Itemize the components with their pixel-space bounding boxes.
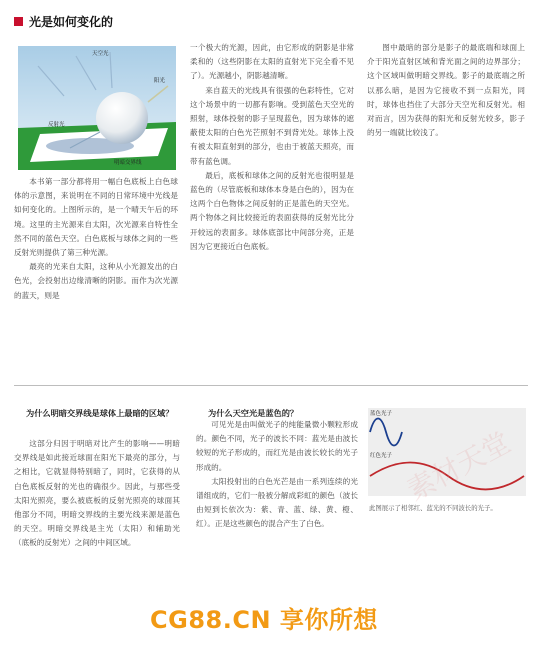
paragraph: 本书第一部分都将用一幅白色底板上白色球体的示意图，来说明在不同的日常环境中光线是如何变化的。上图所示的，是一个晴天午后的环境。这里的主光源来自太阳，次光源来自特性全然不同的蓝色天空。白色底板与球体之间的一些反射光则提供了第三种光源。 — [14, 177, 178, 258]
title-marker — [14, 17, 23, 26]
section-title — [14, 13, 113, 30]
paragraph: 一个极大的光源，因此，由它形成的阴影是非常柔和的（这些阴影在太阳的直射光下完全看不见了）。光源越小，阴影越清晰。 — [190, 43, 354, 81]
blue-photon-label: 蓝色光子 — [370, 411, 393, 417]
label-terminator: 明暗交界线 — [114, 160, 142, 166]
paragraph: 可见光是由叫做光子的纯能量微小颗粒形成的。颜色不同，光子的波长不同：蓝光是由波长较短的光子形成的，而红光是由波长较长的光子形成的。 — [196, 420, 358, 472]
red-photon-label: 红色光子 — [370, 453, 393, 459]
label-reflected-light: 反射光 — [48, 122, 65, 128]
sphere-lighting-figure — [18, 46, 176, 170]
page-title: 光是如何变化的 — [29, 15, 114, 29]
skylight-answer — [196, 418, 358, 532]
label-sunlight: 阳光 — [154, 78, 166, 84]
site-watermark: CG88.CN 享你所想 — [150, 606, 378, 634]
body-column-1 — [14, 175, 178, 303]
paragraph: 这部分归因于明暗对比产生的影响——明暗交界线是如此接近球面在阳光下最亮的部分，与之相比，它就显得特别暗了，同时，它获得的从白色底板反射的光也的确很少。因此，与那些受太阳光照亮，要么被底板的反射光照亮的球面其他部分不同，明暗交界线的主要光线来源是蓝色的天空。明暗交界线是主光（太阳）和辅助光（底板的反射光）之间的中间区域。 — [14, 439, 180, 548]
paragraph: 太阳投射出的白色光芒是由一系列连续的光谱组成的，它们一般被分解成彩虹的颜色（波长由短到长依次为：紫、青、蓝、绿、黄、橙、红）。正是这些颜色的混合产生了白色。 — [196, 476, 358, 529]
figure-caption: 此图展示了相邻红、蓝光的不同波长的光子。 — [369, 504, 497, 512]
terminator-answer — [14, 437, 180, 551]
body-column-3 — [367, 41, 525, 140]
white-sphere — [96, 92, 148, 144]
body-column-2 — [190, 41, 354, 254]
terminator-question-heading: 为什么明暗交界线是球体上最暗的区域？ — [26, 408, 174, 418]
paragraph: 来自蓝天的光线具有很强的色彩特性，它对这个场景中的一切都有影响。受到蓝色天空光的照射，球体投射的影子呈现蓝色，因为球体的遮蔽使太阳的白色光芒照射不到背光处。球体上没有被太阳直射到的部分，也由于被蓝天照亮，而带有蓝色调。 — [190, 85, 354, 166]
paragraph: 最亮的光来自太阳，这种从小光源发出的白色光，会投射出边缘清晰的阴影。而作为次光源的蓝天，则是 — [14, 262, 178, 300]
paragraph: 图中最暗的部分是影子的最底端和球面上介于阳光直射区域和背光面之间的边界部分；这个区域叫做明暗交界线。影子的最底端之所以那么暗，是因为它接收不到一点阳光，同时，球体也挡住了大部分天空光和反射光。相对而言，因为获得的阳光和反射光较多，影子的另一端就比较浅了。 — [367, 43, 525, 138]
paragraph: 最后，底板和球体之间的反射光也很明显是蓝色的（尽管底板和球体本身是白色的），因为在这两个白色物体之间反射的正是蓝色的天空光。两个物体之间比较接近的表面获得的反射光比分开较远的表面多。球体底部比中间部分亮，正是因为它更接近白色底板。 — [190, 170, 354, 251]
skylight-question-heading: 为什么天空光是蓝色的？ — [208, 408, 299, 418]
section-divider — [14, 385, 528, 386]
diagonal-watermark: 素材天堂 — [401, 425, 516, 508]
label-sky-light: 天空光 — [92, 51, 109, 57]
